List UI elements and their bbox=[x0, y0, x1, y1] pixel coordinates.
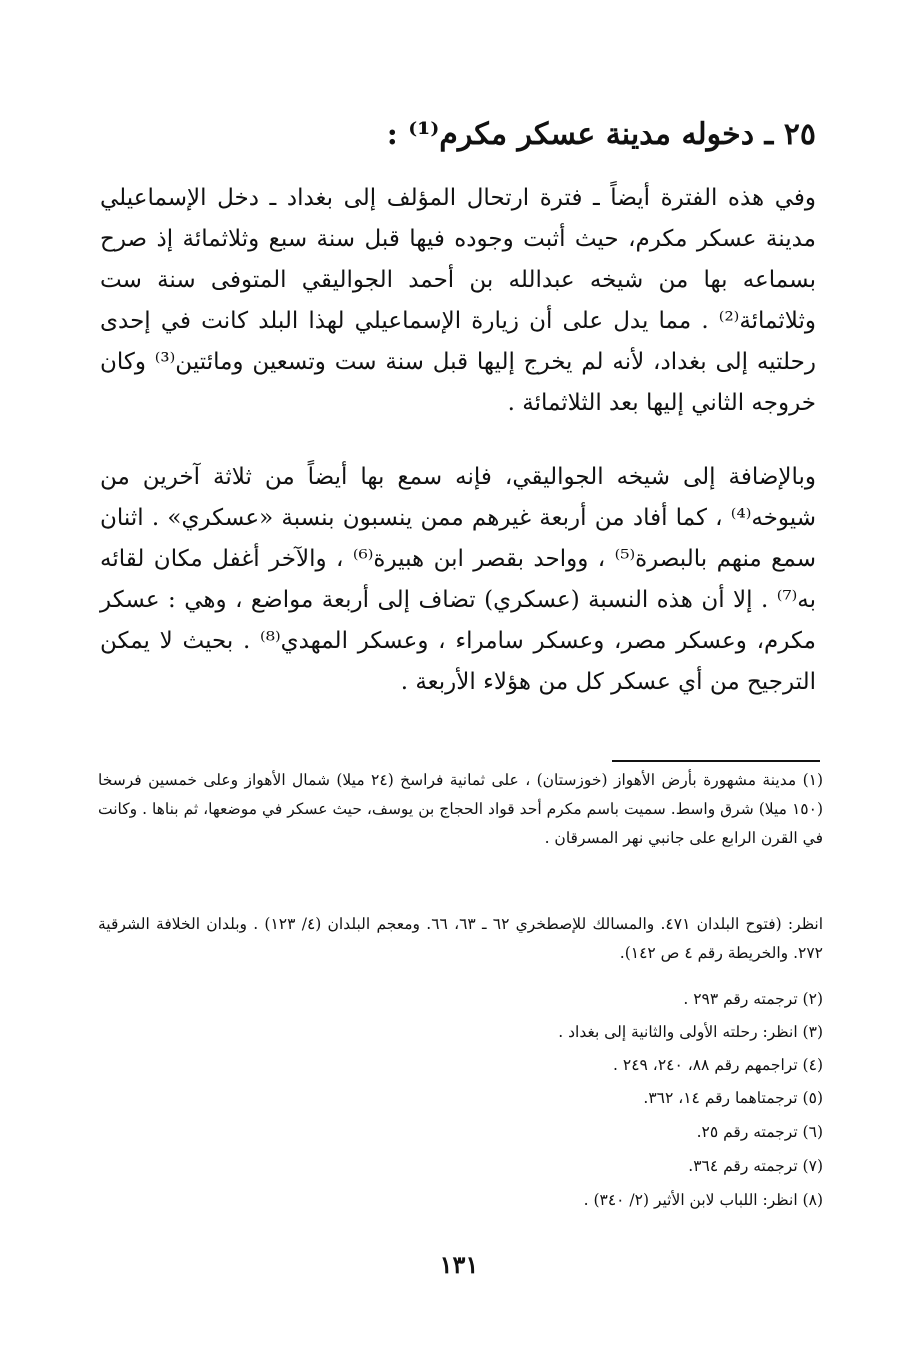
footnote-7: (٧) ترجمته رقم ٣٦٤. bbox=[688, 1157, 823, 1175]
footnote-1-references: انظر: (فتوح البلدان ٤٧١. والمسالك للإصطخري ٦٢ ـ ٦٣، ٦٦. ومعجم البلدان (٤/ ١٢٣) . وبلدان الخلافة الشرقية ٢٧٢. والخريطة رقم ٤ ص ١٤٢). bbox=[98, 915, 824, 962]
footnote-6: (٦) ترجمته رقم ٢٥. bbox=[696, 1123, 823, 1141]
page-number: ١٣١ bbox=[439, 1250, 479, 1279]
footnote-5: (٥) ترجمتاهما رقم ١٤، ٣٦٢. bbox=[643, 1089, 823, 1107]
footnote-3: (٣) انظر: رحلته الأولى والثانية إلى بغداد . bbox=[558, 1023, 823, 1041]
footnote-2: (٢) ترجمته رقم ٢٩٣ . bbox=[683, 990, 823, 1008]
footnote-8: (٨) انظر: اللباب لابن الأثير (٢/ ٣٤٠) . bbox=[583, 1191, 823, 1209]
section-heading: ٢٥ ـ دخوله مدينة عسكر مكرم⁽¹⁾ : bbox=[386, 117, 816, 152]
footnote-separator bbox=[612, 760, 820, 762]
footnote-4: (٤) تراجمهم رقم ٨٨، ٢٤٠، ٢٤٩ . bbox=[613, 1056, 823, 1074]
body-paragraph-2: وبالإضافة إلى شيخه الجواليقي، فإنه سمع بها أيضاً من ثلاثة آخرين من شيوخه⁽⁴⁾ ، كما أفاد من أربعة غيرهم ممن ينسبون بنسبة «عسكري» . اثنان سمع منهم بالبصرة⁽⁵⁾ ، وواحد بقصر ابن هبيرة⁽⁶⁾ ، والآخر أغفل مكان لقائه به⁽⁷⁾ . إلا أن هذه النسبة (عسكري) تضاف إلى أربعة مواضع ، وهي : عسكر مكرم، وعسكر مصر، وعسكر سامراء ، وعسكر المهدي⁽⁸⁾ . بحيث لا يمكن الترجيح من أي عسكر كل من هؤلاء الأربعة . bbox=[100, 464, 816, 695]
footnote-1: (١) مدينة مشهورة بأرض الأهواز (خوزستان) ، على ثمانية فراسخ (٢٤ ميلا) شمال الأهواز وعلى خمسين فرسخا (١٥٠ ميلا) شرق واسط. سميت باسم مكرم أحد قواد الحجاج بن يوسف، حيث عسكر في موضعها، ثم بناها . وكانت في القرن الرابع على جانبي نهر المسرقان . bbox=[98, 771, 824, 847]
body-paragraph-1: وفي هذه الفترة أيضاً ـ فترة ارتحال المؤلف إلى بغداد ـ دخل الإسماعيلي مدينة عسكر مكرم، حيث أثبت وجوده فيها قبل سنة سبع وثلاثمائة إذ صرح بسماعه بها من شيخه عبدالله بن أحمد الجواليقي المتوفى سنة ست وثلاثمائة⁽²⁾ . مما يدل على أن زيارة الإسماعيلي لهذا البلد كانت في إحدى رحلتيه إلى بغداد، لأنه لم يخرج إليها قبل سنة ست وتسعين ومائتين⁽³⁾ وكان خروجه الثاني إليها بعد الثلاثمائة . bbox=[100, 185, 816, 416]
